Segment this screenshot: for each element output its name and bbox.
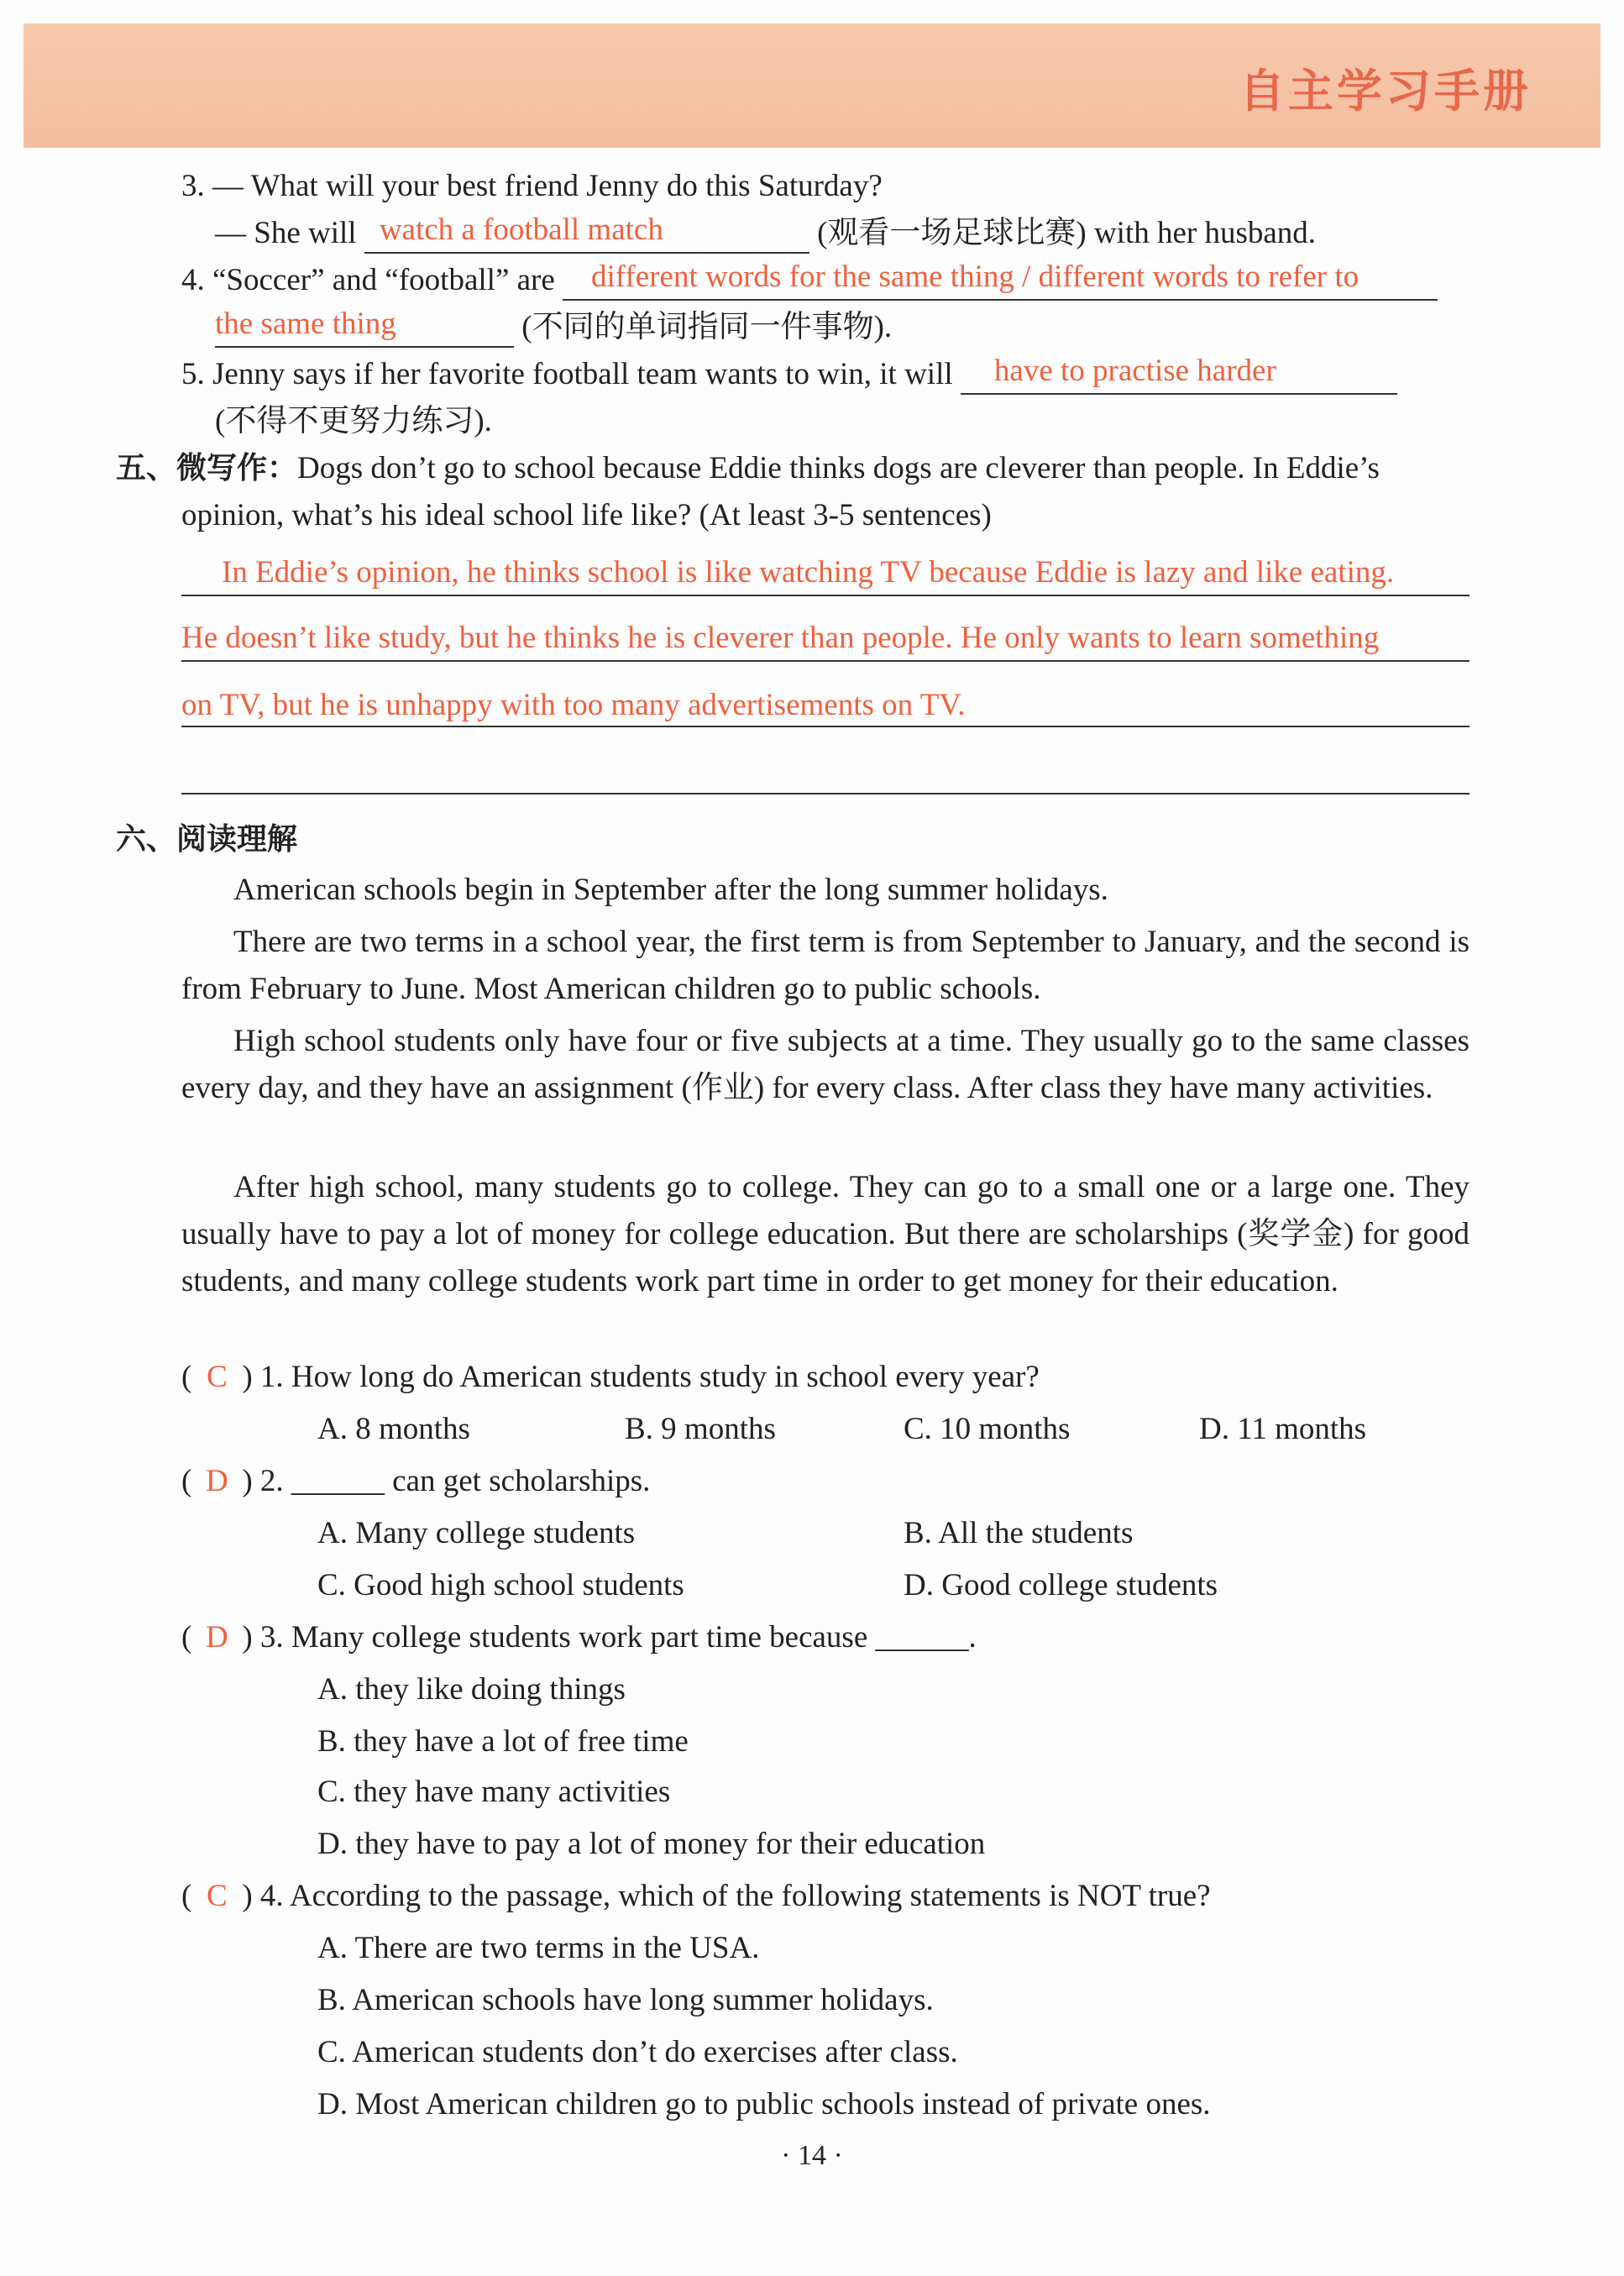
q3-answer-blank bbox=[364, 212, 809, 254]
question-4-text: ) 4. According to the passage, which of the following statements is NOT true? bbox=[242, 1879, 1211, 1913]
q4-post: (不同的单词指同一件事物). bbox=[521, 310, 893, 344]
question-1-option-a: A. 8 months bbox=[317, 1412, 470, 1446]
question-1-option-d: D. 11 months bbox=[1199, 1412, 1367, 1446]
question-3-option-b: B. they have a lot of free time bbox=[317, 1724, 689, 1759]
question-4-answer: C bbox=[206, 1879, 228, 1913]
question-3-option-c: C. they have many activities bbox=[317, 1775, 671, 1809]
writing-rule-1 bbox=[181, 593, 1469, 596]
q5-line2: (不得不更努力练习). bbox=[215, 404, 492, 438]
question-1-answer: C bbox=[206, 1360, 228, 1394]
reading-question-4: ( C ) 4. According to the passage, which of the following statements is NOT true? bbox=[181, 1879, 1211, 1913]
reading-paragraph-4: After high school, many students go to college. They can go to a small one or a large one. They usually have to pay a lot of money for college education. But there are scholarships (奖学金) for good students, and many college students work part time in order to get money for their education. bbox=[181, 1170, 1469, 1298]
writing-rule-3 bbox=[181, 724, 1469, 727]
section5-line1 bbox=[116, 448, 1380, 489]
q4-line1 bbox=[181, 260, 1438, 301]
q3-answer: watch a football match bbox=[379, 212, 663, 247]
reading-question-1: ( C ) 1. How long do American students study in school every year? bbox=[181, 1360, 1040, 1394]
writing-answer-line-1: In Eddie’s opinion, he thinks school is like watching TV because Eddie is lazy and like eating. bbox=[222, 555, 1395, 590]
question-3-text: ) 3. Many college students work part time because ______. bbox=[242, 1620, 977, 1655]
q4-answer-blank-2 bbox=[215, 309, 514, 348]
header-title: 自主学习手册 bbox=[1239, 65, 1532, 118]
q5-answer: have to practise harder bbox=[993, 354, 1276, 388]
question-3-answer: D bbox=[205, 1620, 228, 1655]
question-1-option-c: C. 10 months bbox=[904, 1412, 1071, 1446]
question-4-option-c: C. American students don’t do exercises after class. bbox=[317, 2035, 958, 2069]
question-3-option-d: D. they have to pay a lot of money for their education bbox=[317, 1827, 986, 1861]
q4-pre: 4. “Soccer” and “football” are bbox=[181, 263, 555, 297]
q3-post: (观看一场足球比赛) with her husband. bbox=[817, 216, 1317, 250]
question-1-option-b: B. 9 months bbox=[625, 1412, 776, 1446]
header-band bbox=[24, 24, 1600, 148]
q4-answer-2: the same thing bbox=[215, 307, 396, 341]
q3-line2 bbox=[215, 213, 1316, 254]
writing-rule-2 bbox=[181, 658, 1469, 662]
writing-rule-4 bbox=[181, 791, 1469, 795]
question-2-option-d: D. Good college students bbox=[904, 1568, 1218, 1602]
question-3-option-a: A. they like doing things bbox=[317, 1672, 626, 1707]
question-2-option-c: C. Good high school students bbox=[317, 1568, 684, 1602]
reading-question-3: ( D ) 3. Many college students work part time because ______. bbox=[181, 1620, 977, 1655]
section5-prompt-1: Dogs don’t go to school because Eddie thinks dogs are cleverer than people. In Eddie’s bbox=[297, 451, 1380, 485]
question-2-option-a: A. Many college students bbox=[317, 1516, 636, 1550]
question-4-option-d: D. Most American children go to public schools instead of private ones. bbox=[317, 2087, 1211, 2121]
section5-prompt-2: opinion, what’s his ideal school life like? (At least 3-5 sentences) bbox=[181, 498, 992, 532]
question-1-text: ) 1. How long do American students study in school every year? bbox=[242, 1360, 1040, 1394]
section6-label: 六、阅读理解 bbox=[116, 822, 298, 857]
reading-paragraph-3: High school students only have four or five subjects at a time. They usually go to the same classes every day, and they have an assignment (作业) for every class. After class they have many activities. bbox=[181, 1024, 1469, 1105]
q4-answer-1: different words for the same thing / different words to refer to bbox=[591, 260, 1359, 294]
writing-answer-line-2: He doesn’t like study, but he thinks he is cleverer than people. He only wants to learn something bbox=[181, 621, 1380, 655]
q5-line1 bbox=[181, 354, 1397, 395]
q5-pre: 5. Jenny says if her favorite football team wants to win, it will bbox=[181, 357, 953, 391]
reading-paragraph-1: American schools begin in September after the long summer holidays. bbox=[233, 873, 1108, 907]
question-4-option-a: A. There are two terms in the USA. bbox=[317, 1931, 760, 1965]
q4-line2 bbox=[215, 307, 892, 348]
q3-pre: — She will bbox=[215, 216, 357, 250]
writing-answer-line-3: on TV, but he is unhappy with too many advertisements on TV. bbox=[181, 688, 966, 722]
page-number: · 14 · bbox=[781, 2140, 843, 2171]
question-4-option-b: B. American schools have long summer holidays. bbox=[317, 1983, 934, 2017]
question-2-option-b: B. All the students bbox=[904, 1516, 1134, 1550]
q5-answer-blank bbox=[961, 356, 1397, 395]
reading-question-2: ( D ) 2. ______ can get scholarships. bbox=[181, 1464, 651, 1498]
question-2-text: ) 2. ______ can get scholarships. bbox=[242, 1464, 651, 1498]
question-2-answer: D bbox=[205, 1464, 228, 1498]
reading-paragraph-2: There are two terms in a school year, the first term is from September to January, and the second is from February to June. Most American children go to public schools. bbox=[181, 925, 1469, 1006]
q3-line1: 3. — What will your best friend Jenny do this Saturday? bbox=[181, 169, 883, 203]
section5-label: 五、微写作： bbox=[116, 451, 298, 485]
q4-answer-blank-1 bbox=[563, 262, 1438, 301]
